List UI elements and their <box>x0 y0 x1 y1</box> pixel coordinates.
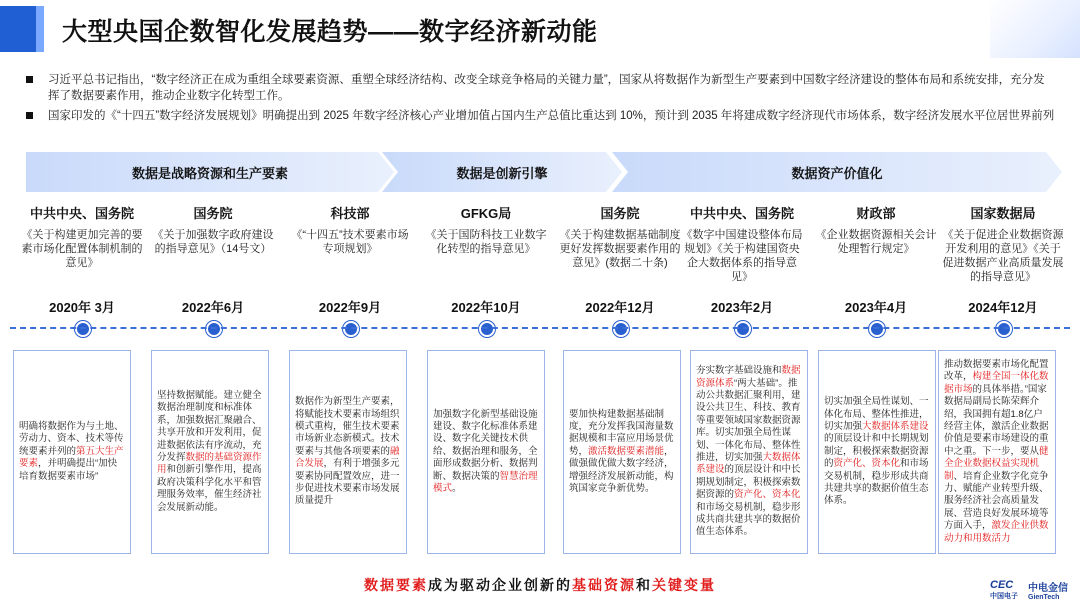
card-text-segment: “两大基础”。推动公共数据汇聚利用，建设公共卫生、科技、教育等重要领域国家数据资源库。切实加强全局性谋划、一体化布局、整体性推进，切实加强 <box>696 377 801 463</box>
page-title: 大型央国企数智化发展趋势——数字经济新动能 <box>62 18 598 46</box>
card-text-segment: 推动数据要素市场化配置改革， <box>944 358 1049 383</box>
policy-column <box>814 204 938 256</box>
card-text-segment: ，做强做优做大数字经济，增强经济发展新动能，构筑国家竞争新优势。 <box>569 445 674 495</box>
policy-column <box>20 204 144 270</box>
gientech-logo <box>1028 579 1068 601</box>
policy-detail-card <box>289 350 407 554</box>
highlight-text: 资产化、资本化 <box>734 489 801 501</box>
bullet-text: 习近平总书记指出，“数字经济正在成为重组全球要素资源、重塑全球经济结构、改变全球竞争格局的关键力量”，国家从将数据作为新型生产要素到中国数字经济建设的整体布局和系统安排，充分发挥了数据要素作用，推动企业数字化转型工作。 <box>48 74 1045 102</box>
highlight-text: 健全企业数据权益实现机制 <box>944 445 1049 482</box>
cec-logo-subtext: 中国电子 <box>990 593 1018 600</box>
card-text-segment: 坚持数据赋能。建立健全数据治理制度和标准体系，加强数据汇聚融合、共享开放和开发利用，促进数据依法有序流动，充分发挥 <box>157 389 262 463</box>
band-label: 数据是创新引擎 <box>456 166 548 181</box>
highlight-text: 第五大生产要素 <box>19 445 124 470</box>
policy-column <box>558 204 682 270</box>
card-text-segment: 的具体举措。”国家数据局副局长陈荣辉介绍，我国拥有超1.8亿户经营主体，激活企业数据价值是要素市场建设的重中之重。下一步，要从 <box>944 383 1049 457</box>
policy-detail-card <box>563 350 681 554</box>
slogan-highlight: 数据要素 <box>364 577 428 593</box>
card-text-segment: 切实加强全局性谋划、一体化布局、整体性推进，切实加强 <box>824 396 929 432</box>
card-text-segment: 数据作为新型生产要素，将赋能技术要素市场组织模式重构，催生技术要素市场新业态新模式。技术要素与其他各项要素的 <box>295 396 400 457</box>
highlight-text: 大数据体系建设 <box>862 420 929 432</box>
policy-title: 《关于加强数字政府建设的指导意见》（14号文） <box>152 229 274 255</box>
policy-detail-card <box>151 350 269 554</box>
bullet-item <box>26 108 1056 124</box>
policy-title: 《“十四五”技术要素市场专项规划》 <box>291 229 409 255</box>
card-text-segment: 要加快构建数据基础制度，充分发挥我国海量数据规模和丰富应用场景优势， <box>569 408 674 457</box>
issuer-name: 国家数据局 <box>970 206 1036 221</box>
timeline-date: 2022年6月 <box>181 300 245 315</box>
timeline-date: 2022年9月 <box>318 300 382 315</box>
highlight-text: 大数据体系建设 <box>696 452 801 476</box>
band-label: 数据资产价值化 <box>791 166 883 181</box>
highlight-text: 智慧治理模式 <box>433 470 538 495</box>
policy-title: 《关于构建更加完善的要素市场化配置体制机制的意见》 <box>21 229 143 269</box>
slogan-highlight: 基础资源 <box>572 577 636 593</box>
slogan-text: 和 <box>636 577 652 593</box>
timeline-date: 2020年 3月 <box>49 300 115 315</box>
timeline-axis <box>10 327 1070 329</box>
card-text-segment: ，并明确提出“加快培育数据要素市场” <box>19 458 118 482</box>
policy-column <box>941 204 1065 284</box>
policy-title: 《关于国防科技工业数字化转型的指导意见》 <box>425 229 547 255</box>
timeline-dot-icon <box>613 321 629 337</box>
card-text <box>295 396 401 508</box>
timeline-dot-icon <box>735 321 751 337</box>
gientech-logo-subtext: GienTech <box>1028 594 1060 601</box>
policy-column <box>680 204 804 284</box>
bottom-slogan <box>0 575 1080 595</box>
card-text-segment: 和市场交易机制，稳步形成共商共建共享的数据价值生态体系。 <box>696 501 801 538</box>
cec-logo-text: CEC <box>990 579 1014 591</box>
policy-detail-card <box>427 350 545 554</box>
card-text <box>824 396 930 508</box>
timeline-dot-icon <box>869 321 885 337</box>
gientech-logo-text: 中电金信 <box>1028 583 1068 594</box>
card-text-segment: 和市场交易机制，稳步形成共商共建共享的数据价值生态体系。 <box>824 458 929 507</box>
policy-detail-card <box>818 350 936 554</box>
card-text <box>569 409 675 496</box>
issuer-name: 国务院 <box>600 206 640 221</box>
card-text-segment: 和创新引擎作用，提高政府决策科学化水平和管理服务效率，催生经济社会发展新动能。 <box>157 464 262 513</box>
card-text-segment: 的顶层设计和中长期规划制定，积极探索数据资源的 <box>696 464 801 501</box>
policy-detail-card <box>13 350 131 554</box>
footer-logos <box>990 579 1068 601</box>
title-accent-bar <box>0 6 36 52</box>
timeline-date: 2022年10月 <box>451 300 521 315</box>
timeline-date: 2023年2月 <box>710 300 774 315</box>
card-text <box>433 409 539 496</box>
highlight-text: 数据资源体系 <box>696 365 801 389</box>
card-text <box>19 421 125 483</box>
card-text-segment: ，有利于增强多元要素协同配置效应，进一步促进技术要素市场发展质量提升 <box>295 458 400 507</box>
policy-detail-card <box>690 350 808 554</box>
policy-title: 《关于构建数据基础制度更好发挥数据要素作用的意见》(数据二十条) <box>559 229 681 269</box>
card-text <box>157 390 263 514</box>
band-label: 数据是战略资源和生产要素 <box>131 166 288 181</box>
policy-column <box>288 204 412 256</box>
card-text-segment: 加强数字化新型基础设施建设、数字化标准体系建设、数字化关键技术供给、数据治理和服务，全面形成数据分析、数据判断、数据决策的 <box>433 408 538 482</box>
title-decoration <box>990 0 1080 58</box>
phase-band-strategic <box>26 152 394 192</box>
issuer-name: 中共中央、国务院 <box>689 206 794 221</box>
card-text <box>944 359 1050 545</box>
highlight-text: 激发企业供数动力和用数活力 <box>944 520 1049 544</box>
card-text <box>696 365 802 539</box>
issuer-name: 科技部 <box>330 206 370 221</box>
timeline-date: 2023年4月 <box>844 300 908 315</box>
bullet-item <box>26 72 1056 104</box>
bullet-text: 国家印发的《“十四五”数字经济发展规划》明确提出到 2025 年数字经济核心产业增加值占国内生产总值比重达到 10%，预计到 2035 年将建成数字经济现代市场体系，数字经济发展水平位居世界前列 <box>48 110 1055 122</box>
highlight-text: 数据的基础资源作用 <box>157 452 262 476</box>
timeline-dot-icon <box>996 321 1012 337</box>
highlight-text: 资产化、资本化 <box>833 458 901 470</box>
card-text-segment: 的顶层设计和中长期规划制定，积极探索数据资源的 <box>824 433 929 470</box>
policy-title: 《关于促进企业数据资源开发利用的意见》《关于促进数据产业高质量发展的指导意见》 <box>942 229 1064 283</box>
issuer-name: GFKG局 <box>460 206 512 221</box>
timeline-date: 2022年12月 <box>585 300 655 315</box>
timeline-dot-icon <box>75 321 91 337</box>
bullet-square-icon <box>26 76 33 83</box>
policy-detail-card <box>938 350 1056 554</box>
highlight-text: 融合发展 <box>295 445 400 470</box>
timeline-date: 2024年12月 <box>968 300 1038 315</box>
policy-column <box>151 204 275 256</box>
policy-title: 《数字中国建设整体布局规划》《关于构建国资央企大数据体系的指导意见》 <box>681 229 803 283</box>
cec-logo <box>990 579 1018 601</box>
highlight-text: 构建全国一体化数据市场 <box>944 371 1049 395</box>
phase-band-innovation <box>382 152 622 192</box>
issuer-name: 国务院 <box>193 206 233 221</box>
card-text-segment: 明确将数据作为与土地、劳动力、资本、技术等传统要素并列的 <box>19 420 124 457</box>
phase-band-asset <box>612 152 1062 192</box>
bullet-square-icon <box>26 112 33 119</box>
issuer-name: 中共中央、国务院 <box>29 206 134 221</box>
card-text-segment: 夯实数字基础设施和 <box>696 365 782 377</box>
title-bar <box>0 0 1080 58</box>
issuer-name: 财政部 <box>856 206 896 221</box>
timeline-dot-icon <box>479 321 495 337</box>
slogan-highlight: 关键变量 <box>652 577 716 593</box>
card-text-segment: 、培育企业数字化竞争力、赋能产业转型升级、服务经济社会高质量发展、营造良好发展环境等方面入手， <box>944 470 1049 532</box>
timeline-dot-icon <box>206 321 222 337</box>
policy-title: 《企业数据资源相关会计处理暂行规定》 <box>815 229 937 255</box>
highlight-text: 激活数据要素潜能 <box>588 445 665 457</box>
intro-bullets <box>26 72 1056 128</box>
timeline-dot-icon <box>343 321 359 337</box>
card-text-segment: 。 <box>452 483 462 495</box>
slogan-text: 成为驱动企业创新的 <box>428 577 572 593</box>
title-accent-stripe <box>36 6 44 52</box>
policy-column <box>424 204 548 256</box>
